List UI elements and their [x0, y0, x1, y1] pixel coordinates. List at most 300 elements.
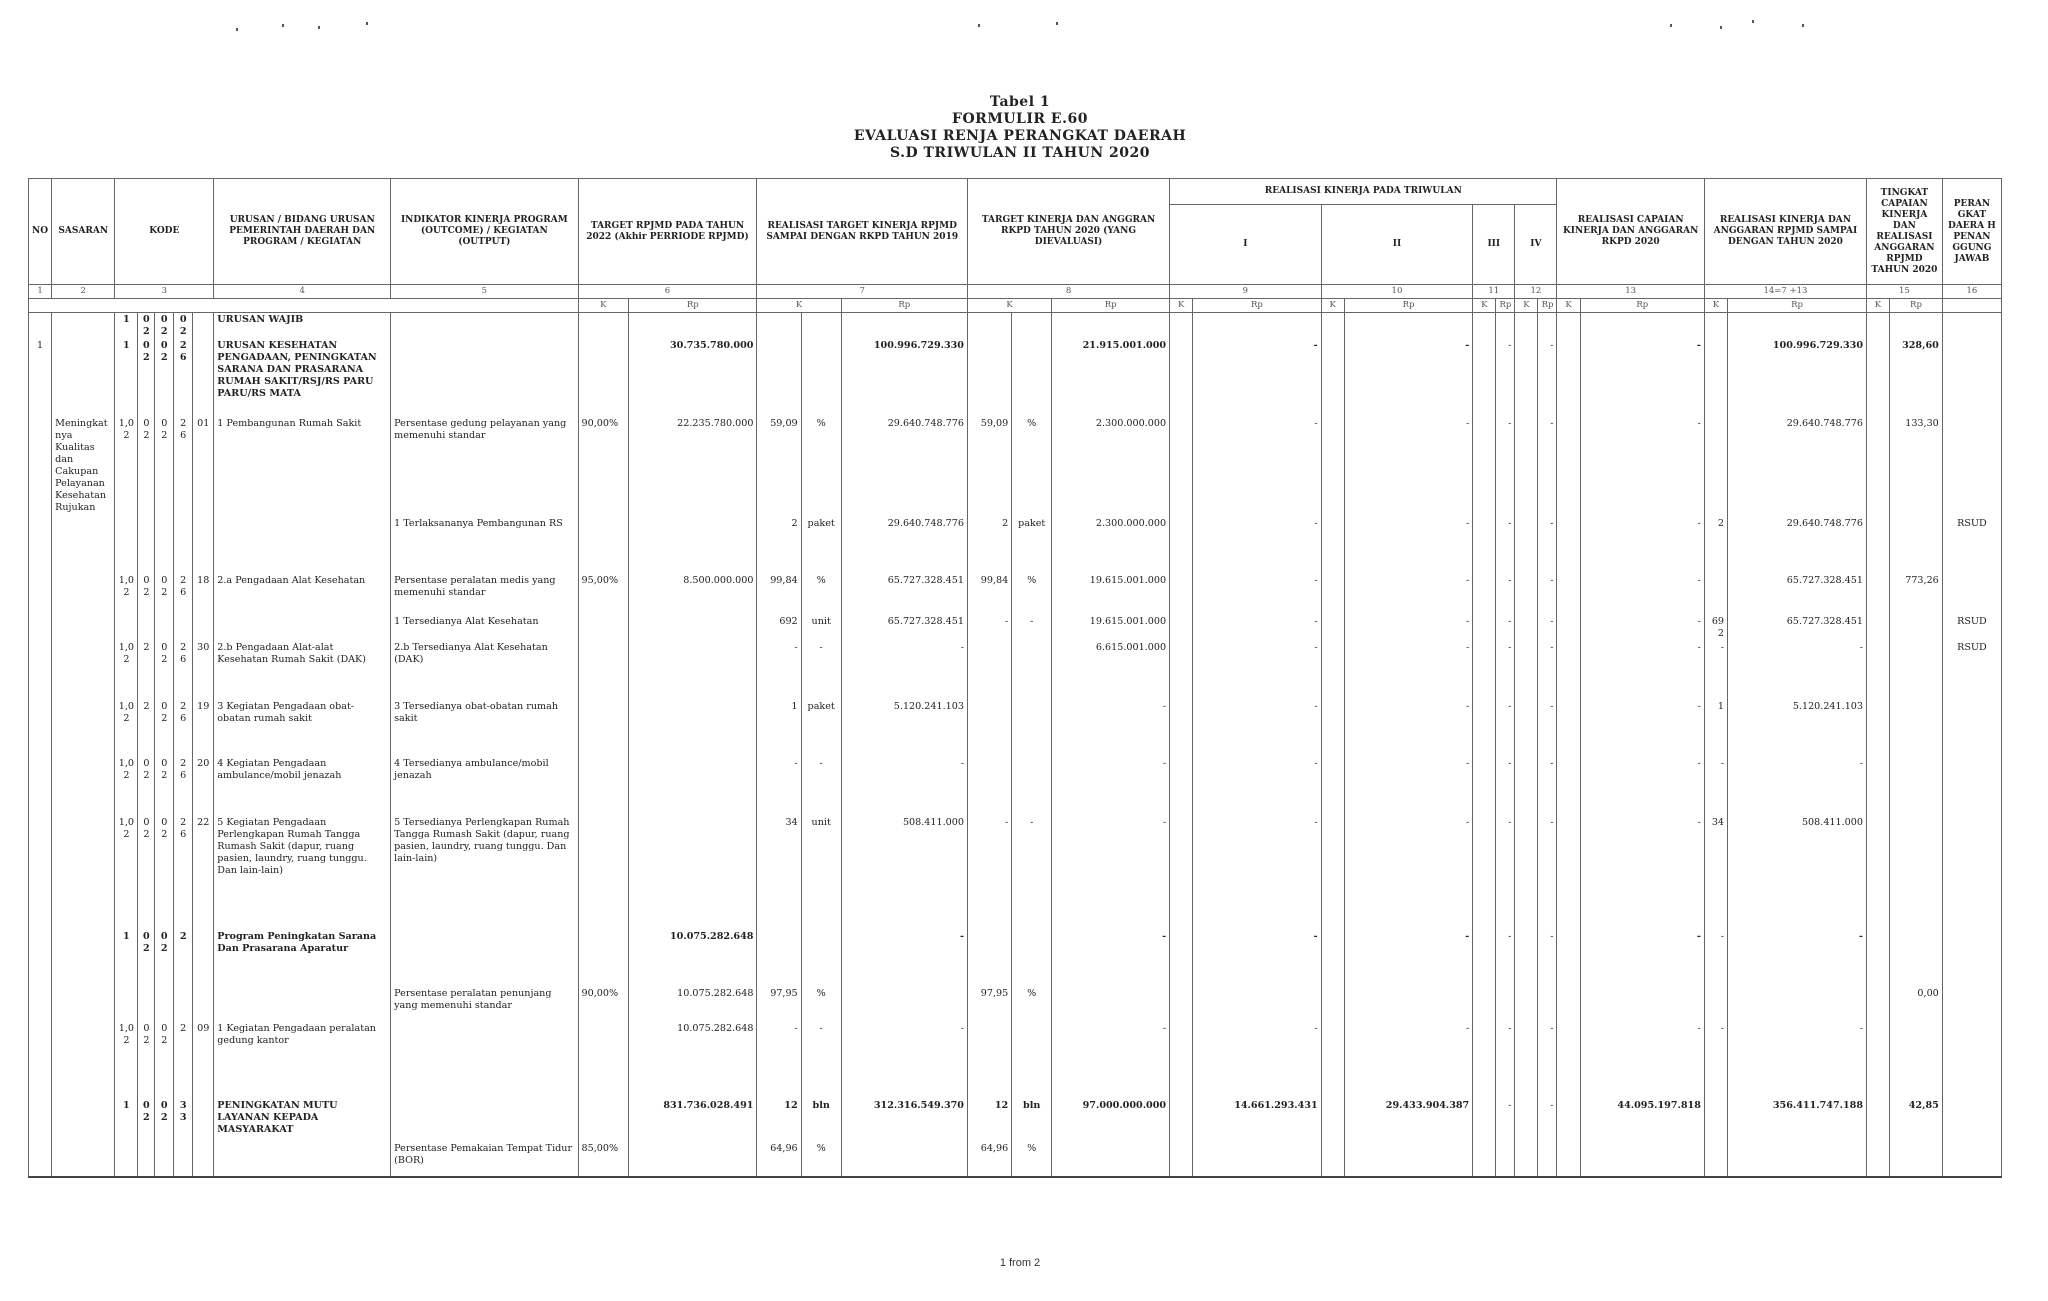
cell-k1: 1,02: [115, 417, 138, 517]
col-rp: Rp: [1580, 299, 1704, 313]
cell-c16: [1942, 987, 2001, 1022]
cell-tw1k: [1170, 1099, 1193, 1142]
cell-t7u: bln: [801, 1099, 841, 1142]
cell-t8u: paket: [1012, 517, 1052, 574]
cell-k1: 1,02: [115, 700, 138, 757]
cell-tw3k: [1473, 313, 1496, 340]
table-row: [29, 987, 2002, 1022]
col-k: K: [1473, 299, 1496, 313]
cell-no: [29, 816, 52, 930]
cell-c13r: [1580, 313, 1704, 340]
cell-tw3r: [1496, 313, 1515, 340]
table-row: [29, 339, 2002, 416]
cell-t7r: 29.640.748.776: [841, 517, 967, 574]
cell-k4: 26: [174, 757, 193, 816]
cell-tw2k: [1321, 930, 1344, 987]
cell-sasaran: [52, 574, 115, 615]
cell-urusan: 3 Kegiatan Pengadaan obat-obatan rumah sakit: [214, 700, 391, 757]
header-target-kinerja: TARGET KINERJA DAN ANGGRAN RKPD TAHUN 2020 (YANG DIEVALUASI): [967, 179, 1169, 285]
cell-t8k: 59,09: [967, 417, 1011, 517]
cell-no: [29, 1022, 52, 1099]
cell-t7k: 59,09: [757, 417, 801, 517]
cell-sasaran: [52, 1099, 115, 1142]
col-rp: Rp: [1728, 299, 1867, 313]
cell-k5: [193, 517, 214, 574]
header-tw-3: III: [1473, 205, 1515, 285]
cell-k2: [138, 615, 155, 641]
cell-k5: [193, 1142, 214, 1177]
cell-tw1k: [1170, 339, 1193, 416]
cell-t6r: 10.075.282.648: [629, 987, 757, 1022]
cell-k5: 18: [193, 574, 214, 615]
cell-c14k: 34: [1704, 816, 1727, 930]
cell-tw2k: [1321, 700, 1344, 757]
cell-k1: 1: [115, 1099, 138, 1142]
cell-k1: 1: [115, 313, 138, 340]
cell-k1: 1,02: [115, 641, 138, 700]
cell-c14r: -: [1728, 757, 1867, 816]
cell-c13k: [1557, 987, 1580, 1022]
cell-urusan: URUSAN KESEHATAN PENGADAAN, PENINGKATAN SARANA DAN PRASARANA RUMAH SAKIT/RSJ/RS PARU PARU/RS MATA: [214, 339, 391, 416]
cell-tw1k: [1170, 574, 1193, 615]
cell-k1: 1: [115, 930, 138, 987]
cell-c16: [1942, 313, 2001, 340]
cell-c16: [1942, 339, 2001, 416]
cell-tw1r: -: [1193, 1022, 1321, 1099]
cell-k4: 26: [174, 700, 193, 757]
header-perangkat: PERAN GKAT DAERA H PENAN GGUNG JAWAB: [1942, 179, 2001, 285]
cell-t6k: 90,00%: [578, 987, 629, 1022]
cell-tw3k: [1473, 930, 1496, 987]
cell-t8k: 2: [967, 517, 1011, 574]
cell-k2: 02: [138, 339, 155, 416]
cell-tw1r: -: [1193, 757, 1321, 816]
table-body: [29, 313, 2002, 1178]
cell-tw3k: [1473, 757, 1496, 816]
cell-c13r: [1580, 987, 1704, 1022]
cell-k3: 02: [155, 417, 174, 517]
cell-t6r: [629, 313, 757, 340]
cell-c15k: [1867, 987, 1890, 1022]
cell-c14k: [1704, 313, 1727, 340]
document-title: [700, 94, 1340, 162]
cell-t7r: 65.727.328.451: [841, 615, 967, 641]
cell-t8r: 21.915.001.000: [1052, 339, 1170, 416]
cell-tw2r: 29.433.904.387: [1344, 1099, 1472, 1142]
cell-t7k: [757, 930, 801, 987]
col-num: 3: [115, 285, 214, 299]
cell-k1: [115, 615, 138, 641]
cell-no: [29, 517, 52, 574]
cell-t8k: [967, 339, 1011, 416]
cell-c16: RSUD: [1942, 641, 2001, 700]
cell-t8u: %: [1012, 417, 1052, 517]
cell-t7u: [801, 930, 841, 987]
cell-sasaran: [52, 987, 115, 1022]
cell-c13k: [1557, 517, 1580, 574]
cell-t8r: 19.615.001.000: [1052, 574, 1170, 615]
cell-t7k: -: [757, 1022, 801, 1099]
cell-c15k: [1867, 1142, 1890, 1177]
cell-k5: [193, 615, 214, 641]
cell-tw2k: [1321, 615, 1344, 641]
header-indikator: INDIKATOR KINERJA PROGRAM (OUTCOME) / KEGIATAN (OUTPUT): [391, 179, 578, 285]
table-row: [29, 757, 2002, 816]
cell-tw1k: [1170, 1022, 1193, 1099]
cell-c14k: [1704, 417, 1727, 517]
cell-tw2k: [1321, 1142, 1344, 1177]
cell-tw4r: -: [1538, 417, 1557, 517]
cell-c13r: [1580, 1142, 1704, 1177]
cell-c15r: [1890, 615, 1943, 641]
cell-no: [29, 1142, 52, 1177]
cell-t6k: [578, 339, 629, 416]
cell-c15r: [1890, 313, 1943, 340]
cell-c15k: [1867, 313, 1890, 340]
cell-tw1r: -: [1193, 517, 1321, 574]
cell-tw1k: [1170, 700, 1193, 757]
cell-k2: 02: [138, 313, 155, 340]
cell-t8u: [1012, 339, 1052, 416]
cell-urusan: [214, 615, 391, 641]
cell-c16: [1942, 574, 2001, 615]
cell-t8k: 64,96: [967, 1142, 1011, 1177]
col-num: 1: [29, 285, 52, 299]
cell-ind: 3 Tersedianya obat-obatan rumah sakit: [391, 700, 578, 757]
cell-tw1k: [1170, 1142, 1193, 1177]
cell-tw1r: -: [1193, 930, 1321, 987]
cell-c13r: -: [1580, 816, 1704, 930]
cell-sasaran: [52, 816, 115, 930]
cell-k3: 02: [155, 700, 174, 757]
cell-t8k: 97,95: [967, 987, 1011, 1022]
cell-t8r: 2.300.000.000: [1052, 517, 1170, 574]
cell-c15r: [1890, 1142, 1943, 1177]
cell-t7u: [801, 313, 841, 340]
cell-c14r: 29.640.748.776: [1728, 517, 1867, 574]
cell-tw2k: [1321, 816, 1344, 930]
cell-tw2k: [1321, 641, 1344, 700]
cell-c14k: [1704, 1099, 1727, 1142]
cell-ind: 5 Tersedianya Perlengkapan Rumah Tangga Rumash Sakit (dapur, ruang pasien, laundry, ruang tunggu. Dan lain-lain): [391, 816, 578, 930]
cell-tw3k: [1473, 987, 1496, 1022]
cell-t6r: [629, 641, 757, 700]
cell-t7r: 100.996.729.330: [841, 339, 967, 416]
cell-t7k: -: [757, 757, 801, 816]
cell-t8u: -: [1012, 615, 1052, 641]
cell-k3: 02: [155, 816, 174, 930]
header-tw-2: II: [1321, 205, 1473, 285]
cell-c14k: [1704, 339, 1727, 416]
cell-k4: 2: [174, 930, 193, 987]
cell-tw4k: [1515, 816, 1538, 930]
header-realisasi-target: REALISASI TARGET KINERJA RPJMD SAMPAI DENGAN RKPD TAHUN 2019: [757, 179, 968, 285]
cell-k3: 02: [155, 641, 174, 700]
cell-c16: [1942, 1142, 2001, 1177]
header-kode: KODE: [115, 179, 214, 285]
cell-t6r: [629, 816, 757, 930]
cell-t6r: 831.736.028.491: [629, 1099, 757, 1142]
cell-c14r: [1728, 1142, 1867, 1177]
cell-k1: 1,02: [115, 816, 138, 930]
cell-k1: [115, 987, 138, 1022]
cell-c13r: -: [1580, 930, 1704, 987]
cell-tw3k: [1473, 1022, 1496, 1099]
cell-k5: [193, 313, 214, 340]
cell-c14r: -: [1728, 641, 1867, 700]
cell-t6k: [578, 1022, 629, 1099]
col-num: 4: [214, 285, 391, 299]
cell-c13k: [1557, 417, 1580, 517]
cell-ind: [391, 339, 578, 416]
cell-tw3k: [1473, 641, 1496, 700]
col-rp: Rp: [1052, 299, 1170, 313]
cell-t7k: 692: [757, 615, 801, 641]
cell-c16: [1942, 700, 2001, 757]
cell-tw2r: -: [1344, 517, 1472, 574]
cell-c13r: -: [1580, 1022, 1704, 1099]
cell-ind: 1 Terlaksananya Pembangunan RS: [391, 517, 578, 574]
title-line-4: S.D TRIWULAN II TAHUN 2020: [890, 145, 1150, 161]
cell-t7k: -: [757, 641, 801, 700]
cell-sasaran: [52, 757, 115, 816]
cell-t6r: [629, 615, 757, 641]
col-num: 5: [391, 285, 578, 299]
cell-t6k: [578, 1099, 629, 1142]
cell-k2: 02: [138, 816, 155, 930]
cell-c15k: [1867, 574, 1890, 615]
cell-c14r: 100.996.729.330: [1728, 339, 1867, 416]
cell-t6k: [578, 615, 629, 641]
cell-tw2k: [1321, 517, 1344, 574]
cell-t7u: %: [801, 987, 841, 1022]
cell-t6k: [578, 313, 629, 340]
cell-tw1r: -: [1193, 339, 1321, 416]
cell-k2: 02: [138, 757, 155, 816]
cell-t7r: -: [841, 1022, 967, 1099]
col-num: 16: [1942, 285, 2001, 299]
cell-tw4k: [1515, 757, 1538, 816]
table-row: [29, 574, 2002, 615]
cell-urusan: Program Peningkatan Sarana Dan Prasarana Aparatur: [214, 930, 391, 987]
cell-c15k: [1867, 816, 1890, 930]
cell-t8u: [1012, 757, 1052, 816]
col-rp: Rp: [1890, 299, 1943, 313]
cell-urusan: [214, 1142, 391, 1177]
cell-t7k: [757, 313, 801, 340]
cell-c15k: [1867, 339, 1890, 416]
cell-tw3k: [1473, 1099, 1496, 1142]
cell-ind: Persentase peralatan penunjang yang memenuhi standar: [391, 987, 578, 1022]
cell-tw2k: [1321, 1022, 1344, 1099]
cell-tw3r: [1496, 1142, 1515, 1177]
cell-c15r: 42,85: [1890, 1099, 1943, 1142]
cell-k2: 2: [138, 700, 155, 757]
cell-t7r: [841, 313, 967, 340]
cell-c14r: -: [1728, 930, 1867, 987]
cell-tw1r: -: [1193, 574, 1321, 615]
cell-tw4r: -: [1538, 615, 1557, 641]
col-k: K: [578, 299, 629, 313]
cell-t8r: 97.000.000.000: [1052, 1099, 1170, 1142]
cell-urusan: 1 Pembangunan Rumah Sakit: [214, 417, 391, 517]
cell-c14r: [1728, 313, 1867, 340]
col-k: K: [1321, 299, 1344, 313]
cell-tw1r: [1193, 1142, 1321, 1177]
title-line-1: Tabel 1: [989, 94, 1051, 110]
cell-k3: 02: [155, 757, 174, 816]
col-num: 10: [1321, 285, 1473, 299]
cell-k1: 1,02: [115, 1022, 138, 1099]
col-rp: Rp: [1538, 299, 1557, 313]
cell-tw4k: [1515, 313, 1538, 340]
cell-tw1k: [1170, 615, 1193, 641]
cell-tw1r: -: [1193, 417, 1321, 517]
col-k: K: [757, 299, 841, 313]
cell-ind: [391, 930, 578, 987]
cell-t7u: unit: [801, 615, 841, 641]
cell-ind: 2.b Tersedianya Alat Kesehatan (DAK): [391, 641, 578, 700]
cell-urusan: [214, 987, 391, 1022]
cell-k1: [115, 1142, 138, 1177]
col-num: 9: [1170, 285, 1322, 299]
cell-sasaran: [52, 1142, 115, 1177]
col-num: 8: [967, 285, 1169, 299]
cell-t7k: 99,84: [757, 574, 801, 615]
cell-t6r: [629, 517, 757, 574]
cell-k5: 22: [193, 816, 214, 930]
cell-sasaran: [52, 1022, 115, 1099]
cell-no: [29, 615, 52, 641]
evaluation-table: [28, 178, 2002, 1178]
cell-tw4k: [1515, 930, 1538, 987]
cell-c13k: [1557, 574, 1580, 615]
header-urusan: URUSAN / BIDANG URUSAN PEMERINTAH DAERAH DAN PROGRAM / KEGIATAN: [214, 179, 391, 285]
col-num: 11: [1473, 285, 1515, 299]
cell-tw2r: -: [1344, 574, 1472, 615]
cell-t6k: [578, 641, 629, 700]
cell-t8r: 19.615.001.000: [1052, 615, 1170, 641]
cell-c16: [1942, 816, 2001, 930]
cell-c16: [1942, 417, 2001, 517]
cell-tw2r: -: [1344, 1022, 1472, 1099]
cell-t7r: -: [841, 930, 967, 987]
cell-k4: 02: [174, 313, 193, 340]
cell-c15k: [1867, 641, 1890, 700]
cell-t8u: [1012, 930, 1052, 987]
cell-k4: [174, 615, 193, 641]
header-tw-1: I: [1170, 205, 1322, 285]
cell-t7r: 65.727.328.451: [841, 574, 967, 615]
cell-t6k: [578, 517, 629, 574]
cell-k4: [174, 1142, 193, 1177]
cell-tw2r: -: [1344, 700, 1472, 757]
cell-tw3r: -: [1496, 615, 1515, 641]
cell-k2: [138, 517, 155, 574]
cell-k3: [155, 987, 174, 1022]
cell-tw3r: -: [1496, 574, 1515, 615]
cell-c15k: [1867, 930, 1890, 987]
cell-tw1k: [1170, 930, 1193, 987]
cell-t8u: [1012, 641, 1052, 700]
cell-tw2k: [1321, 987, 1344, 1022]
cell-t7k: 34: [757, 816, 801, 930]
cell-t6k: [578, 700, 629, 757]
cell-t6k: 90,00%: [578, 417, 629, 517]
cell-c15k: [1867, 757, 1890, 816]
cell-tw4k: [1515, 1142, 1538, 1177]
cell-c14k: -: [1704, 641, 1727, 700]
cell-t7u: %: [801, 417, 841, 517]
cell-no: [29, 930, 52, 987]
cell-c15r: 133,30: [1890, 417, 1943, 517]
cell-urusan: 2.a Pengadaan Alat Kesehatan: [214, 574, 391, 615]
col-rp: Rp: [1496, 299, 1515, 313]
cell-c14r: [1728, 987, 1867, 1022]
cell-c14k: [1704, 1142, 1727, 1177]
cell-ind: Persentase gedung pelayanan yang memenuhi standar: [391, 417, 578, 517]
cell-t7u: unit: [801, 816, 841, 930]
cell-tw4r: -: [1538, 517, 1557, 574]
cell-t7r: -: [841, 641, 967, 700]
cell-t8k: [967, 641, 1011, 700]
cell-tw1k: [1170, 517, 1193, 574]
header-sasaran: SASARAN: [52, 179, 115, 285]
cell-urusan: PENINGKATAN MUTU LAYANAN KEPADA MASYARAKAT: [214, 1099, 391, 1142]
cell-t7u: -: [801, 1022, 841, 1099]
cell-c14k: 692: [1704, 615, 1727, 641]
cell-tw3r: -: [1496, 930, 1515, 987]
cell-urusan: 5 Kegiatan Pengadaan Perlengkapan Rumah Tangga Rumash Sakit (dapur, ruang pasien, laundry, ruang tunggu. Dan lain-lain): [214, 816, 391, 930]
cell-k3: 02: [155, 930, 174, 987]
cell-c16: [1942, 1022, 2001, 1099]
cell-c14k: -: [1704, 930, 1727, 987]
cell-tw1k: [1170, 313, 1193, 340]
cell-c13k: [1557, 339, 1580, 416]
cell-t7u: paket: [801, 517, 841, 574]
cell-c13k: [1557, 816, 1580, 930]
cell-tw1k: [1170, 816, 1193, 930]
cell-tw4r: [1538, 987, 1557, 1022]
cell-c13k: [1557, 615, 1580, 641]
col-k: K: [1704, 299, 1727, 313]
header-tw-4: IV: [1515, 205, 1557, 285]
cell-tw1k: [1170, 757, 1193, 816]
cell-tw3r: -: [1496, 1099, 1515, 1142]
cell-c13r: -: [1580, 700, 1704, 757]
col-k: K: [1170, 299, 1193, 313]
header-no: NO: [29, 179, 52, 285]
cell-tw4r: -: [1538, 700, 1557, 757]
col-num: 7: [757, 285, 968, 299]
cell-ind: Persentase Pemakaian Tempat Tidur (BOR): [391, 1142, 578, 1177]
cell-t8k: [967, 1022, 1011, 1099]
col-rp: Rp: [629, 299, 757, 313]
cell-t6k: [578, 757, 629, 816]
col-num: 15: [1867, 285, 1943, 299]
cell-k1: 1,02: [115, 757, 138, 816]
cell-no: [29, 700, 52, 757]
krp-spacer: [1942, 299, 2001, 313]
cell-t8k: 12: [967, 1099, 1011, 1142]
cell-no: [29, 574, 52, 615]
cell-c15k: [1867, 517, 1890, 574]
cell-c15k: [1867, 1022, 1890, 1099]
cell-k4: 33: [174, 1099, 193, 1142]
cell-tw4k: [1515, 700, 1538, 757]
cell-c14r: 29.640.748.776: [1728, 417, 1867, 517]
cell-k3: 02: [155, 1022, 174, 1099]
